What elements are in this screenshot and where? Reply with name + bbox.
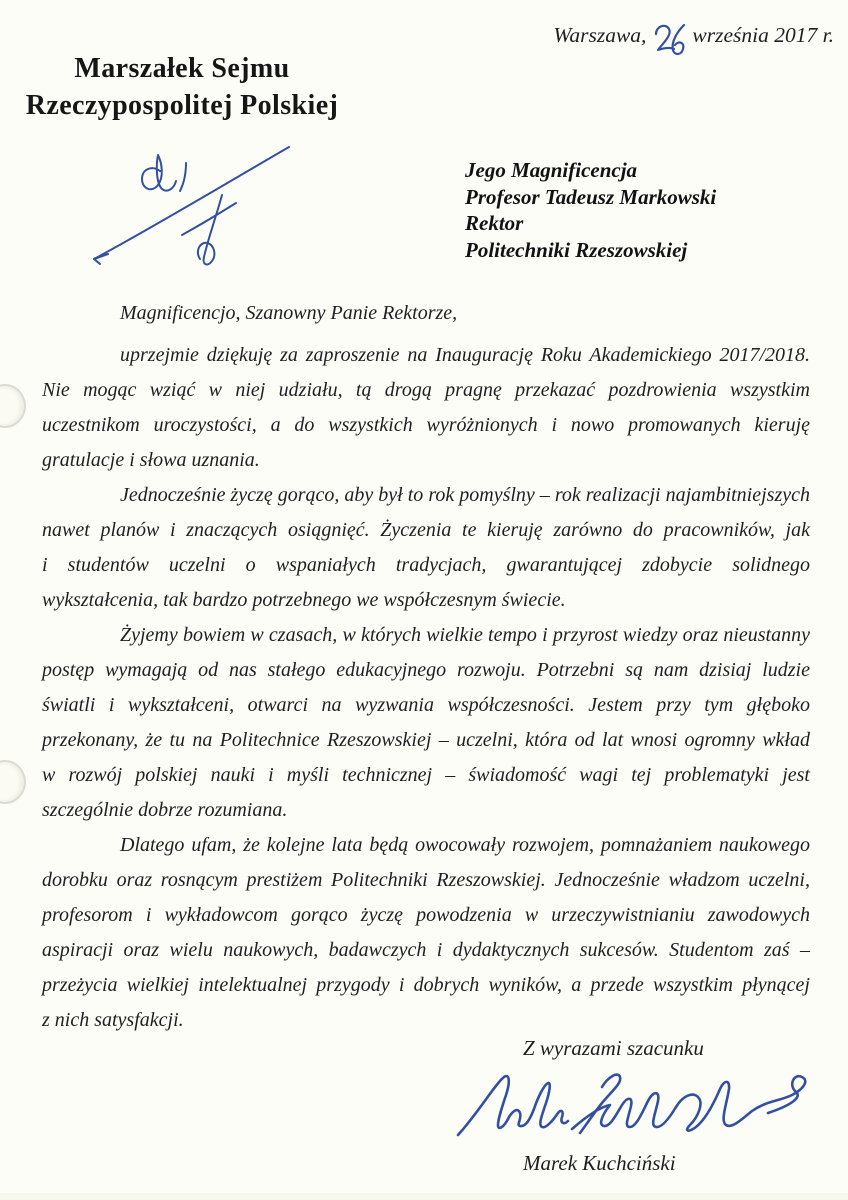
handwritten-annotation bbox=[82, 133, 297, 268]
letterhead bbox=[14, 50, 350, 124]
body-line: uprzejmie dziękuję za zaproszenie na Inaugurację Roku Akademickiego 2017/2018. bbox=[120, 344, 810, 366]
hole-punch-mark bbox=[0, 384, 26, 428]
body-line: aspiracji oraz wielu naukowych, badawczych i dydaktycznych sukcesów. Studentom zaś – bbox=[42, 939, 810, 961]
body-line: Żyjemy bowiem w czasach, w których wielkie tempo i przyrost wiedzy oraz nieustanny bbox=[120, 624, 810, 646]
body-line: dorobku oraz rosnącym prestiżem Politechniki Rzeszowskiej. Jednocześnie władzom uczelni, bbox=[42, 869, 810, 891]
body-line: gratulacje i słowa uznania. bbox=[42, 449, 260, 471]
date-city: Warszawa, bbox=[553, 23, 647, 47]
recipient-line: Politechniki Rzeszowskiej bbox=[465, 237, 688, 262]
date-rest: września 2017 r. bbox=[692, 23, 834, 47]
body-line: nawet planów i znaczących osiągnięć. Życzenia te kieruję zarówno do pracowników, jak bbox=[42, 519, 810, 541]
letterhead-line1: Marszałek Sejmu bbox=[74, 53, 290, 84]
body-line: postęp wymagają od nas stałego edukacyjnego rozwoju. Potrzebni są nam dzisiaj ludzie bbox=[42, 659, 810, 681]
body-line: szczególnie dobrze rozumiana. bbox=[42, 799, 288, 821]
signature-handwritten bbox=[452, 1061, 822, 1145]
body-line: przekonany, że tu na Politechnice Rzeszowskiej – uczelni, która od lat wnosi ogromny wkład bbox=[42, 729, 810, 751]
body-line: w rozwój polskiej nauki i myśli technicznej – świadomość wagi tej problematyki jest bbox=[42, 764, 810, 786]
letterhead-line2: Rzeczypospolitej Polskiej bbox=[25, 90, 339, 121]
body-line: światli i wykształceni, otwarci na wyzwania współczesności. Jestem przy tym głęboko bbox=[42, 694, 810, 716]
date-line bbox=[553, 22, 834, 48]
body-line: wykształcenia, tak bardzo potrzebnego we współczesnym świecie. bbox=[42, 589, 566, 611]
handwritten-day-text bbox=[646, 42, 647, 43]
recipient-line: Profesor Tadeusz Markowski bbox=[465, 184, 717, 209]
handwritten-day bbox=[646, 22, 692, 42]
closing-phrase: Z wyrazami szacunku bbox=[523, 1036, 704, 1060]
recipient-line: Rektor bbox=[465, 211, 524, 235]
scan-edge-shadow bbox=[0, 1193, 848, 1200]
body-line: i studentów uczelni o wspaniałych tradycjach, gwarantującej zdobycie solidnego bbox=[42, 554, 810, 576]
recipient-block bbox=[465, 157, 716, 263]
body-line: Dlatego ufam, że kolejne lata będą owocowały rozwojem, pomnażaniem naukowego bbox=[120, 834, 810, 856]
body-line: Jednocześnie życzę gorąco, aby był to rok pomyślny – rok realizacji najambitniejszych bbox=[120, 484, 810, 506]
body-line: uczestnikom uroczystości, a do wszystkich wyróżnionych i nowo promowanych kieruję bbox=[42, 414, 810, 436]
letter-body bbox=[42, 296, 810, 1038]
handwritten-day-ink bbox=[649, 19, 691, 61]
body-line: z nich satysfakcji. bbox=[42, 1009, 184, 1031]
body-line: przeżycia wielkiej intelektualnej przygody i dobrych wyników, a przede wszystkim płynącej bbox=[42, 974, 810, 996]
hole-punch-mark bbox=[0, 760, 26, 804]
salutation: Magnificencjo, Szanowny Panie Rektorze, bbox=[120, 302, 458, 324]
body-line: Nie mogąc wziąć w niej udziału, tą drogą pragnę przekazać pozdrowienia wszystkim bbox=[42, 379, 810, 401]
recipient-line: Jego Magnificencja bbox=[465, 158, 638, 182]
signer-name: Marek Kuchciński bbox=[523, 1151, 676, 1175]
body-line: profesorom i wykładowcom gorąco życzę powodzenia w urzeczywistnianiu zawodowych bbox=[42, 904, 810, 926]
